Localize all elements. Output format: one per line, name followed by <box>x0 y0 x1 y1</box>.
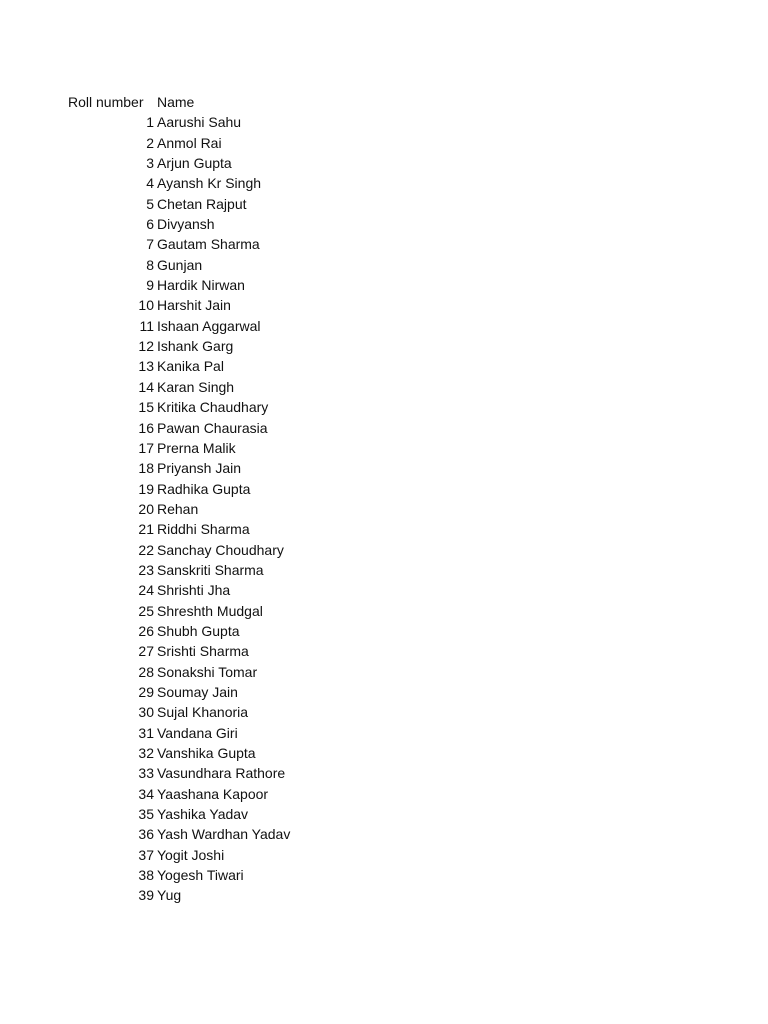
roll-number-cell: 13 <box>138 358 154 375</box>
table-row <box>0 641 768 661</box>
table-row <box>0 458 768 478</box>
roll-number-cell: 29 <box>138 683 154 700</box>
roll-number-cell: 2 <box>146 134 154 151</box>
table-row <box>0 418 768 438</box>
table-row <box>0 479 768 499</box>
student-name-cell: Anmol Rai <box>157 134 222 151</box>
table-row <box>0 723 768 743</box>
roll-number-cell: 17 <box>138 439 154 456</box>
student-name-cell: Soumay Jain <box>157 683 238 700</box>
student-name-cell: Sonakshi Tomar <box>157 663 258 680</box>
table-row <box>0 153 768 173</box>
roll-number-cell: 4 <box>146 175 154 192</box>
table-row <box>0 702 768 722</box>
student-name-cell: Kritika Chaudhary <box>157 399 269 416</box>
roll-number-cell: 30 <box>138 704 154 721</box>
student-name-cell: Yogit Joshi <box>157 846 225 863</box>
roll-number-cell: 9 <box>146 277 154 294</box>
student-name-cell: Vandana Giri <box>157 724 238 741</box>
roll-number-cell: 1 <box>146 114 154 131</box>
student-name-cell: Shreshth Mudgal <box>157 602 263 619</box>
table-row <box>0 621 768 641</box>
roll-number-header: Roll number <box>68 94 144 110</box>
student-name-cell: Yogesh Tiwari <box>157 867 244 884</box>
student-name-cell: Chetan Rajput <box>157 195 247 212</box>
table-row <box>0 824 768 844</box>
roll-number-cell: 25 <box>138 602 154 619</box>
student-name-cell: Karan Singh <box>157 378 235 395</box>
roll-number-cell: 36 <box>138 826 154 843</box>
student-name-cell: Kanika Pal <box>157 358 224 375</box>
table-row <box>0 194 768 214</box>
table-row <box>0 519 768 539</box>
table-row <box>0 377 768 397</box>
roll-number-cell: 24 <box>138 582 154 599</box>
roll-number-cell: 27 <box>138 643 154 660</box>
student-name-cell: Aarushi Sahu <box>157 114 242 131</box>
roll-number-cell: 11 <box>139 317 154 334</box>
roll-number-cell: 26 <box>138 622 154 639</box>
student-name-cell: Srishti Sharma <box>157 643 249 660</box>
table-row <box>0 255 768 275</box>
table-row <box>0 682 768 702</box>
student-name-cell: Pawan Chaurasia <box>157 419 268 436</box>
table-body <box>0 112 768 905</box>
student-name-cell: Ishaan Aggarwal <box>157 317 261 334</box>
roll-number-cell: 35 <box>138 806 154 823</box>
student-name-cell: Arjun Gupta <box>157 155 232 172</box>
table-header <box>0 92 768 112</box>
student-name-cell: Prerna Malik <box>157 439 236 456</box>
table-row <box>0 763 768 783</box>
student-name-cell: Gautam Sharma <box>157 236 260 253</box>
student-name-cell: Ishank Garg <box>157 338 234 355</box>
roll-number-cell: 3 <box>146 155 154 172</box>
table-row <box>0 173 768 193</box>
student-name-cell: Yug <box>157 887 182 904</box>
student-name-cell: Sanskriti Sharma <box>157 561 264 578</box>
roll-number-cell: 19 <box>138 480 154 497</box>
student-name-cell: Radhika Gupta <box>157 480 251 497</box>
student-name-cell: Harshit Jain <box>157 297 231 314</box>
student-name-cell: Sanchay Choudhary <box>157 541 284 558</box>
table-row <box>0 662 768 682</box>
table-row <box>0 885 768 905</box>
roll-number-cell: 34 <box>138 785 154 802</box>
table-row <box>0 601 768 621</box>
roll-number-cell: 14 <box>138 378 154 395</box>
student-name-cell: Yashika Yadav <box>157 806 249 823</box>
student-name-cell: Ayansh Kr Singh <box>157 175 262 192</box>
student-name-cell: Sujal Khanoria <box>157 704 249 721</box>
roll-number-cell: 21 <box>138 521 154 538</box>
table-row <box>0 560 768 580</box>
table-row <box>0 804 768 824</box>
student-name-cell: Shrishti Jha <box>157 582 231 599</box>
roll-number-cell: 5 <box>146 195 154 212</box>
roll-number-cell: 37 <box>138 846 154 863</box>
student-name-cell: Vanshika Gupta <box>157 745 256 761</box>
student-name-cell: Divyansh <box>157 216 215 233</box>
table-row <box>0 865 768 885</box>
table-row <box>0 336 768 356</box>
student-name-cell: Gunjan <box>157 256 203 273</box>
student-name-cell: Yash Wardhan Yadav <box>157 826 291 843</box>
table-row <box>0 214 768 234</box>
roll-number-cell: 31 <box>138 724 154 741</box>
table-row <box>0 845 768 865</box>
roll-number-cell: 15 <box>138 399 154 416</box>
student-name-cell: Vasundhara Rathore <box>157 765 286 782</box>
table-row <box>0 112 768 132</box>
roll-number-cell: 6 <box>146 216 154 233</box>
student-name-cell: Priyansh Jain <box>157 460 242 477</box>
student-name-cell: Riddhi Sharma <box>157 521 250 538</box>
roll-number-cell: 28 <box>138 663 154 680</box>
table-row <box>0 295 768 315</box>
roll-number-cell: 38 <box>138 867 154 884</box>
student-name-cell: Rehan <box>157 500 199 517</box>
table-row <box>0 316 768 336</box>
student-name-cell: Yaashana Kapoor <box>157 785 269 802</box>
table-row <box>0 580 768 600</box>
table-row <box>0 499 768 519</box>
roll-number-cell: 18 <box>138 460 154 477</box>
roll-number-cell: 33 <box>138 765 154 782</box>
table-row <box>0 743 768 763</box>
table-row <box>0 540 768 560</box>
roll-number-cell: 20 <box>138 500 154 517</box>
table-row <box>0 133 768 153</box>
table-row <box>0 275 768 295</box>
roll-number-cell: 10 <box>138 297 154 314</box>
roll-number-cell: 39 <box>138 887 154 904</box>
roll-number-cell: 8 <box>146 256 154 273</box>
roll-number-cell: 16 <box>138 419 154 436</box>
roll-number-cell: 7 <box>146 236 154 253</box>
table-row <box>0 438 768 458</box>
name-header: Name <box>157 94 195 110</box>
roll-list-table <box>0 92 768 906</box>
student-name-cell: Hardik Nirwan <box>157 277 245 294</box>
table-row <box>0 784 768 804</box>
table-row <box>0 397 768 417</box>
roll-number-cell: 22 <box>138 541 154 558</box>
roll-number-cell: 32 <box>138 745 154 761</box>
student-name-cell: Shubh Gupta <box>157 622 240 639</box>
table-row <box>0 356 768 376</box>
roll-number-cell: 23 <box>138 561 154 578</box>
roll-number-cell: 12 <box>138 338 154 355</box>
table-row <box>0 234 768 254</box>
